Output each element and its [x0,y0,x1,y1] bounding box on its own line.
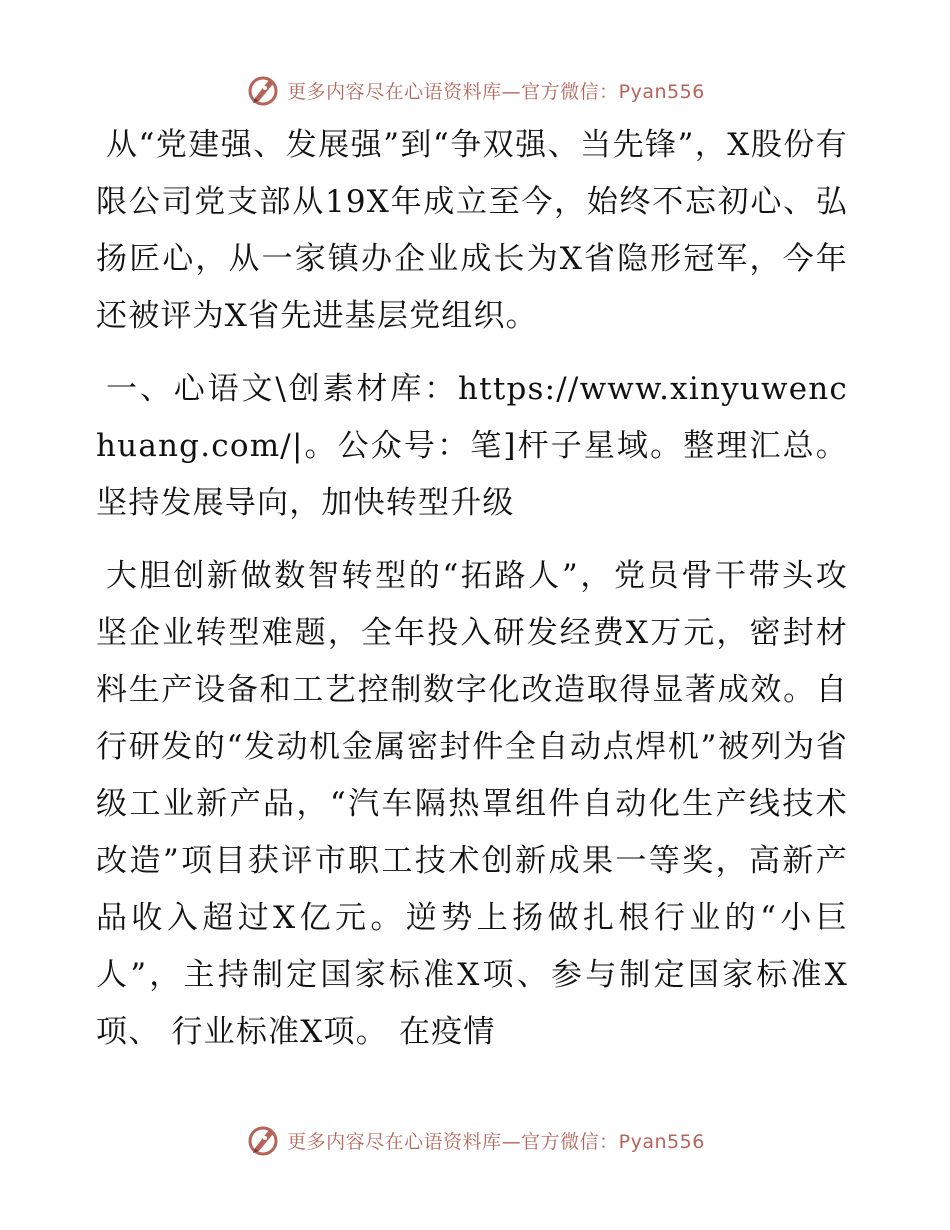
footer-watermark-banner [0,1120,950,1160]
pen-nib-circle-icon [245,1122,281,1158]
header-watermark-text: 更多内容尽在心语资料库—官方微信：Pyan556 [287,80,705,103]
paragraph-transformation: 大胆创新做数智转型的“拓路人”，党员骨干带头攻坚企业转型难题，全年投入研发经费X万元，密封材料生产设备和工艺控制数字化改造取得显著成效。自行研发的“发动机金属密封件全自动点焊机”被列为省级工业新产品，“汽车隔热罩组件自动化生产线技术改造”项目获评市职工技术创新成果一等奖，高新产品收入超过X亿元。逆势上扬做扎根行业的“小巨人”，主持制定国家标准X项、参与制定国家标准X项、 行业标准X项。 在疫情 [96,558,848,1050]
pen-nib-circle-icon [245,72,281,108]
header-watermark-banner [0,70,950,110]
paragraph-intro: 从“党建强、发展强”到“争双强、当先锋”，X股份有限公司党支部从19X年成立至今，始终不忘初心、弘扬匠心，从一家镇办企业成长为X省隐形冠军，今年还被评为X省先进基层党组织。 [96,127,848,334]
paragraph-section-heading: 一、心语文\创素材库：https://www.xinyuwenchuang.com/|。公众号：笔]杆子星域。整理汇总。坚持发展导向，加快转型升级 [96,371,848,521]
footer-watermark-text: 更多内容尽在心语资料库—官方微信：Pyan556 [287,1130,705,1153]
document-body [96,117,848,1061]
